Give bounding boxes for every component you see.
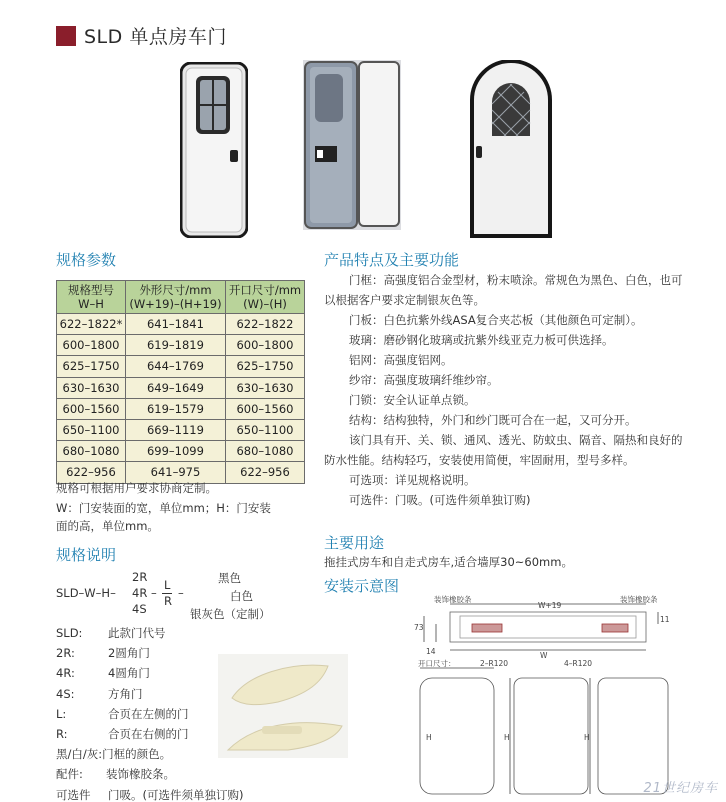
table-row: 622–1822* 641–1841 622–1822 bbox=[57, 314, 305, 335]
model-prefix: SLD–W–H– bbox=[56, 586, 116, 600]
spec-note-dimensions-cont: 面的高，单位mm。 bbox=[56, 519, 159, 533]
hinge-option-l: L bbox=[164, 578, 171, 592]
spec-table bbox=[56, 280, 305, 484]
list-item: 配件: 装饰橡胶条。 bbox=[56, 767, 175, 782]
table-row: 625–1750 644–1769 625–1750 bbox=[57, 356, 305, 377]
feature-optional-parts: 可选件：门吸。(可选件须单独订购) bbox=[349, 493, 531, 507]
spec-note: 规格可根据用户要求协商定制。 bbox=[56, 481, 217, 495]
corner-option-4s: 4S bbox=[132, 602, 147, 616]
list-item: 2R: 2圆角门 bbox=[56, 646, 150, 661]
features-list bbox=[324, 270, 684, 510]
list-item: 可选件 门吸。(可选件须单独订购) bbox=[56, 787, 244, 802]
table-row: 630–1630 649–1649 630–1630 bbox=[57, 377, 305, 398]
table-row: 600–1800 619–1819 600–1800 bbox=[57, 335, 305, 356]
dim-w: W bbox=[540, 651, 548, 660]
dim-11: 11 bbox=[660, 615, 670, 624]
title-marker bbox=[56, 26, 76, 46]
hinge-option-r: R bbox=[164, 594, 172, 608]
dim-h-3: H bbox=[584, 733, 590, 742]
table-row: 600–1560 619–1579 600–1560 bbox=[57, 398, 305, 419]
install-heading: 安装示意图 bbox=[324, 577, 400, 595]
corner-option-4r: 4R bbox=[132, 586, 148, 600]
feature-options: 可选项：详见规格说明。 bbox=[349, 473, 476, 487]
corner-option-2r: 2R bbox=[132, 570, 148, 584]
hinge-divider bbox=[162, 593, 172, 594]
feature-frame: 门框：高强度铝合金型材，粉末喷涂。常规色为黑色、白色，也可以根据客户要求定制银灰色等。 bbox=[324, 273, 683, 307]
spec-col-model: 规格型号 W–H bbox=[57, 281, 126, 314]
feature-lock: 门锁：安全认证单点锁。 bbox=[349, 393, 476, 407]
model-heading: 规格说明 bbox=[56, 546, 117, 564]
list-item: SLD: 此款门代号 bbox=[56, 626, 166, 640]
color-option-white: 白色 bbox=[230, 589, 253, 603]
spec-col-outer: 外形尺寸/mm (W+19)–(H+19) bbox=[125, 281, 225, 314]
color-option-silver: 银灰色（定制） bbox=[190, 607, 271, 621]
dim-73: 73 bbox=[414, 623, 424, 632]
feature-mesh: 铝网：高强度铝网。 bbox=[349, 353, 453, 367]
color-option-black: 黑色 bbox=[218, 571, 241, 585]
spec-heading: 规格参数 bbox=[56, 251, 117, 269]
r120-4: 4–R120 bbox=[564, 659, 593, 668]
feature-structure: 结构：结构独特，外门和纱门既可合在一起，又可分开。 bbox=[349, 413, 637, 427]
door-photo-arched-window bbox=[470, 60, 552, 238]
list-item: L: 合页在左侧的门 bbox=[56, 706, 189, 721]
feature-summary: 该门具有开、关、锁、通风、透光、防蚊虫、隔音、隔热和良好的防水性能。结构轻巧，安装使用简便，牢固耐用，型号多样。 bbox=[324, 433, 683, 467]
dim-h-1: H bbox=[426, 733, 432, 742]
list-item: 4R: 4圆角门 bbox=[56, 666, 150, 681]
install-diagram bbox=[414, 594, 684, 802]
opening-label: 开口尺寸： bbox=[418, 659, 456, 668]
table-row: 622–956 641–975 622–956 bbox=[57, 462, 305, 483]
list-item: 黑/白/灰: 门框的颜色。 bbox=[56, 747, 172, 762]
install-label-left: 装饰橡胶条 bbox=[434, 595, 472, 604]
model-dash: – bbox=[178, 586, 184, 600]
table-row: 680–1080 699–1099 680–1080 bbox=[57, 441, 305, 462]
spec-note-dimensions: W：门安装面的宽，单位mm；H：门安装 bbox=[56, 501, 271, 515]
dim-h-2: H bbox=[504, 733, 510, 742]
door-photo-rectangular-window bbox=[180, 62, 248, 238]
feature-panel: 门板：白色抗紫外线ASA复合夹芯板（其他颜色可定制）。 bbox=[349, 313, 643, 327]
r120-2: 2–R120 bbox=[480, 659, 509, 668]
list-item: R: 合页在右侧的门 bbox=[56, 726, 189, 741]
usage-text: 拖挂式房车和自走式房车,适合墙厚30~60mm。 bbox=[324, 555, 573, 569]
list-item: 4S: 方角门 bbox=[56, 686, 143, 701]
install-label-right: 装饰橡胶条 bbox=[620, 595, 658, 604]
model-definitions bbox=[56, 623, 243, 802]
door-photo-interior-screen bbox=[303, 60, 401, 230]
door-stop-photo bbox=[218, 654, 348, 758]
table-row: 650–1100 669–1119 650–1100 bbox=[57, 419, 305, 440]
spec-col-opening: 开口尺寸/mm (W)–(H) bbox=[225, 281, 304, 314]
feature-screen: 纱帘：高强度玻璃纤维纱帘。 bbox=[349, 373, 499, 387]
dim-w19: W+19 bbox=[538, 601, 562, 610]
page-title: SLD 单点房车门 bbox=[84, 26, 227, 48]
model-dash: – bbox=[151, 586, 157, 600]
features-heading: 产品特点及主要功能 bbox=[324, 251, 460, 269]
dim-14: 14 bbox=[426, 647, 436, 656]
feature-glass: 玻璃：磨砂钢化玻璃或抗紫外线亚克力板可供选择。 bbox=[349, 333, 614, 347]
watermark-logo: 21世纪房车 bbox=[643, 781, 718, 796]
usage-heading: 主要用途 bbox=[324, 534, 385, 552]
